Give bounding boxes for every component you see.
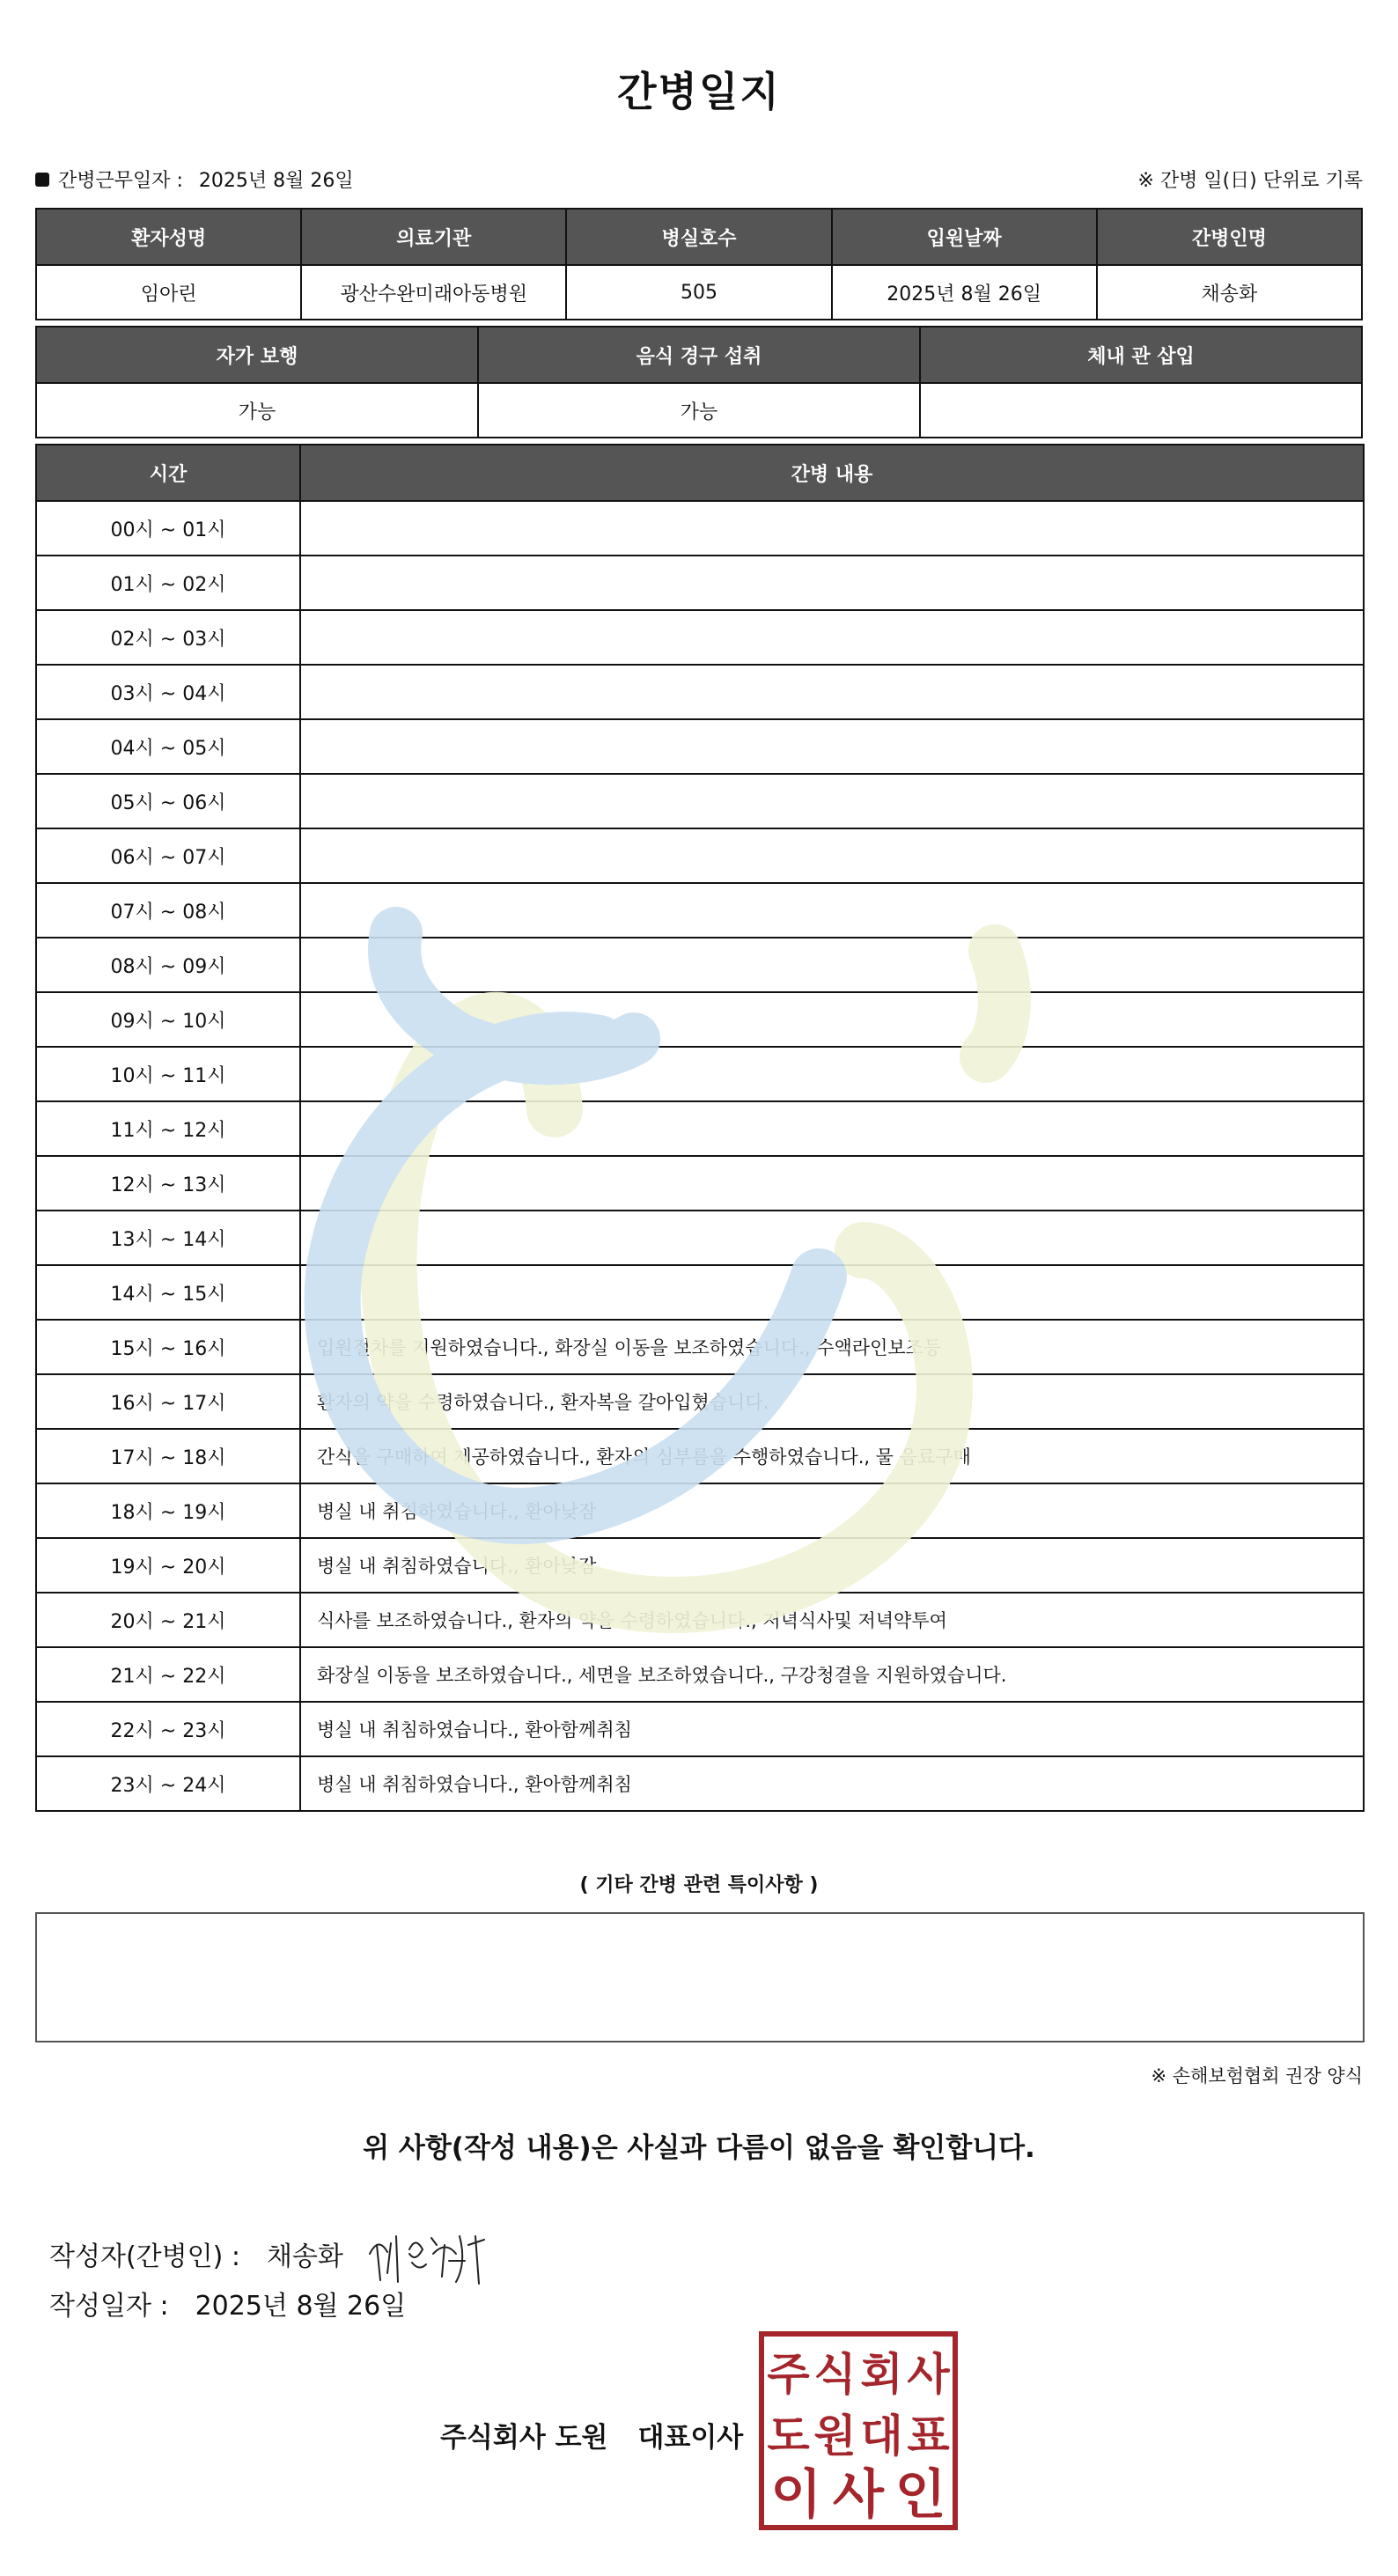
room-number: 505 <box>566 265 831 320</box>
log-row <box>36 1101 1364 1156</box>
unit-note: ※ 간병 일(日) 단위로 기록 <box>1137 170 1363 192</box>
log-time: 01시 ~ 02시 <box>36 556 300 610</box>
log-content <box>300 719 1364 774</box>
written-date-label: 작성일자 : <box>49 2291 169 2322</box>
log-content <box>300 938 1364 992</box>
log-row <box>36 610 1364 665</box>
patient-info-table <box>35 208 1363 320</box>
company-seal <box>759 2331 958 2530</box>
log-time: 04시 ~ 05시 <box>36 719 300 774</box>
seal-glyph: 도 <box>767 2410 810 2462</box>
work-date-value: 2025년 8월 26일 <box>198 170 354 192</box>
log-row <box>36 883 1364 938</box>
log-row <box>36 1374 1364 1429</box>
log-row <box>36 1156 1364 1211</box>
status-table <box>35 326 1363 438</box>
log-time: 16시 ~ 17시 <box>36 1374 300 1429</box>
log-time: 03시 ~ 04시 <box>36 665 300 719</box>
log-content <box>300 774 1364 828</box>
seal-glyph: 사 <box>833 2464 884 2526</box>
time-header: 시간 <box>36 445 300 501</box>
author-line <box>49 2219 528 2289</box>
seal-glyph: 이 <box>770 2464 822 2526</box>
admission-date-header: 입원날짜 <box>832 209 1097 265</box>
log-row <box>36 1047 1364 1101</box>
log-row <box>36 665 1364 719</box>
log-content: 입원절차를 지원하였습니다., 화장실 이동을 보조하였습니다., 수액라인보조등 <box>300 1320 1364 1374</box>
institution: 광산수완미래아동병원 <box>301 265 566 320</box>
log-time: 08시 ~ 09시 <box>36 938 300 992</box>
log-row <box>36 1538 1364 1593</box>
oral-intake-header: 음식 경구 섭취 <box>478 327 920 383</box>
seal-glyph: 사 <box>907 2349 950 2400</box>
log-time: 19시 ~ 20시 <box>36 1538 300 1593</box>
log-row <box>36 1211 1364 1265</box>
form-note: ※ 손해보험협회 권장 양식 <box>1151 2065 1363 2087</box>
log-time: 02시 ~ 03시 <box>36 610 300 665</box>
log-row <box>36 1265 1364 1320</box>
seal-glyph: 주 <box>767 2349 810 2400</box>
log-row <box>36 501 1364 556</box>
log-time: 21시 ~ 22시 <box>36 1647 300 1702</box>
log-row <box>36 1647 1364 1702</box>
log-time: 09시 ~ 10시 <box>36 992 300 1047</box>
patient-name: 임아린 <box>36 265 301 320</box>
log-time: 15시 ~ 16시 <box>36 1320 300 1374</box>
log-time: 10시 ~ 11시 <box>36 1047 300 1101</box>
walking-value: 가능 <box>36 383 478 438</box>
admission-date: 2025년 8월 26일 <box>832 265 1097 320</box>
walking-header: 자가 보행 <box>36 327 478 383</box>
log-time: 06시 ~ 07시 <box>36 828 300 883</box>
log-row <box>36 1702 1364 1756</box>
written-date-line <box>49 2284 406 2322</box>
tube-value <box>920 383 1362 438</box>
log-row <box>36 1593 1364 1647</box>
log-content <box>300 883 1364 938</box>
log-content: 병실 내 취침하였습니다., 환아함께취침 <box>300 1702 1364 1756</box>
log-time: 22시 ~ 23시 <box>36 1702 300 1756</box>
log-content <box>300 665 1364 719</box>
seal-glyph: 식 <box>813 2349 857 2400</box>
room-header: 병실호수 <box>566 209 831 265</box>
special-notes-box <box>35 1912 1365 2042</box>
care-log-table <box>35 444 1365 1812</box>
caregiver-header: 간병인명 <box>1097 209 1362 265</box>
log-row <box>36 774 1364 828</box>
work-date-label: 간병근무일자 : <box>58 170 183 192</box>
log-content: 화장실 이동을 보조하였습니다., 세면을 보조하였습니다., 구강청결을 지원하였습니다. <box>300 1647 1364 1702</box>
institution-header: 의료기관 <box>301 209 566 265</box>
special-notes-title: ( 기타 간병 관련 특이사항 ) <box>579 1874 819 1896</box>
seal-glyph: 원 <box>813 2410 857 2462</box>
log-content <box>300 828 1364 883</box>
seal-glyph: 회 <box>860 2349 903 2400</box>
log-time: 11시 ~ 12시 <box>36 1101 300 1156</box>
log-content: 병실 내 취침하였습니다., 환아함께취침 <box>300 1756 1364 1811</box>
log-content <box>300 1101 1364 1156</box>
log-content: 간식을 구매하여 제공하였습니다., 환자의 심부름을 수행하였습니다., 물 음료구매 <box>300 1429 1364 1483</box>
log-content: 병실 내 취침하였습니다., 환아낮잠 <box>300 1538 1364 1593</box>
log-time: 23시 ~ 24시 <box>36 1756 300 1811</box>
caregiver-name: 채송화 <box>1097 265 1362 320</box>
log-time: 05시 ~ 06시 <box>36 774 300 828</box>
log-content <box>300 610 1364 665</box>
log-row <box>36 938 1364 992</box>
log-row <box>36 1320 1364 1374</box>
log-content: 환자의 약을 수령하였습니다., 환자복을 갈아입혔습니다. <box>300 1374 1364 1429</box>
content-header: 간병 내용 <box>300 445 1364 501</box>
company-title: 대표이사 <box>637 2422 744 2454</box>
log-row <box>36 1756 1364 1811</box>
log-row <box>36 556 1364 610</box>
log-row <box>36 992 1364 1047</box>
work-date <box>35 166 354 193</box>
tube-header: 체내 관 삽입 <box>920 327 1362 383</box>
log-content <box>300 556 1364 610</box>
log-row <box>36 828 1364 883</box>
log-content <box>300 1265 1364 1320</box>
handwritten-signature <box>361 2219 528 2289</box>
log-time: 18시 ~ 19시 <box>36 1483 300 1538</box>
log-content: 병실 내 취침하였습니다., 환아낮잠 <box>300 1483 1364 1538</box>
log-time: 13시 ~ 14시 <box>36 1211 300 1265</box>
square-bullet-icon <box>35 173 49 187</box>
log-time: 00시 ~ 01시 <box>36 501 300 556</box>
log-time: 14시 ~ 15시 <box>36 1265 300 1320</box>
confirmation-statement: 위 사항(작성 내용)은 사실과 다름이 없음을 확인합니다. <box>363 2132 1035 2164</box>
log-time: 12시 ~ 13시 <box>36 1156 300 1211</box>
log-content <box>300 1156 1364 1211</box>
log-content <box>300 501 1364 556</box>
seal-glyph: 대 <box>860 2410 903 2462</box>
seal-glyph: 인 <box>894 2464 946 2526</box>
company-line <box>440 2415 743 2455</box>
log-time: 20시 ~ 21시 <box>36 1593 300 1647</box>
written-date-value: 2025년 8월 26일 <box>195 2291 407 2322</box>
patient-name-header: 환자성명 <box>36 209 301 265</box>
log-content <box>300 1047 1364 1101</box>
page-title: 간병일지 <box>617 68 781 115</box>
log-time: 17시 ~ 18시 <box>36 1429 300 1483</box>
log-row <box>36 1483 1364 1538</box>
log-content <box>300 1211 1364 1265</box>
author-name: 채송화 <box>266 2241 343 2272</box>
log-row <box>36 1429 1364 1483</box>
log-content: 식사를 보조하였습니다., 환자의 약을 수령하였습니다., 저녁식사및 저녁약투여 <box>300 1593 1364 1647</box>
log-row <box>36 719 1364 774</box>
log-time: 07시 ~ 08시 <box>36 883 300 938</box>
author-label: 작성자(간병인) : <box>49 2241 240 2272</box>
company-name: 주식회사 도원 <box>440 2422 608 2454</box>
seal-glyph: 표 <box>907 2410 950 2462</box>
log-content <box>300 992 1364 1047</box>
oral-intake-value: 가능 <box>478 383 920 438</box>
